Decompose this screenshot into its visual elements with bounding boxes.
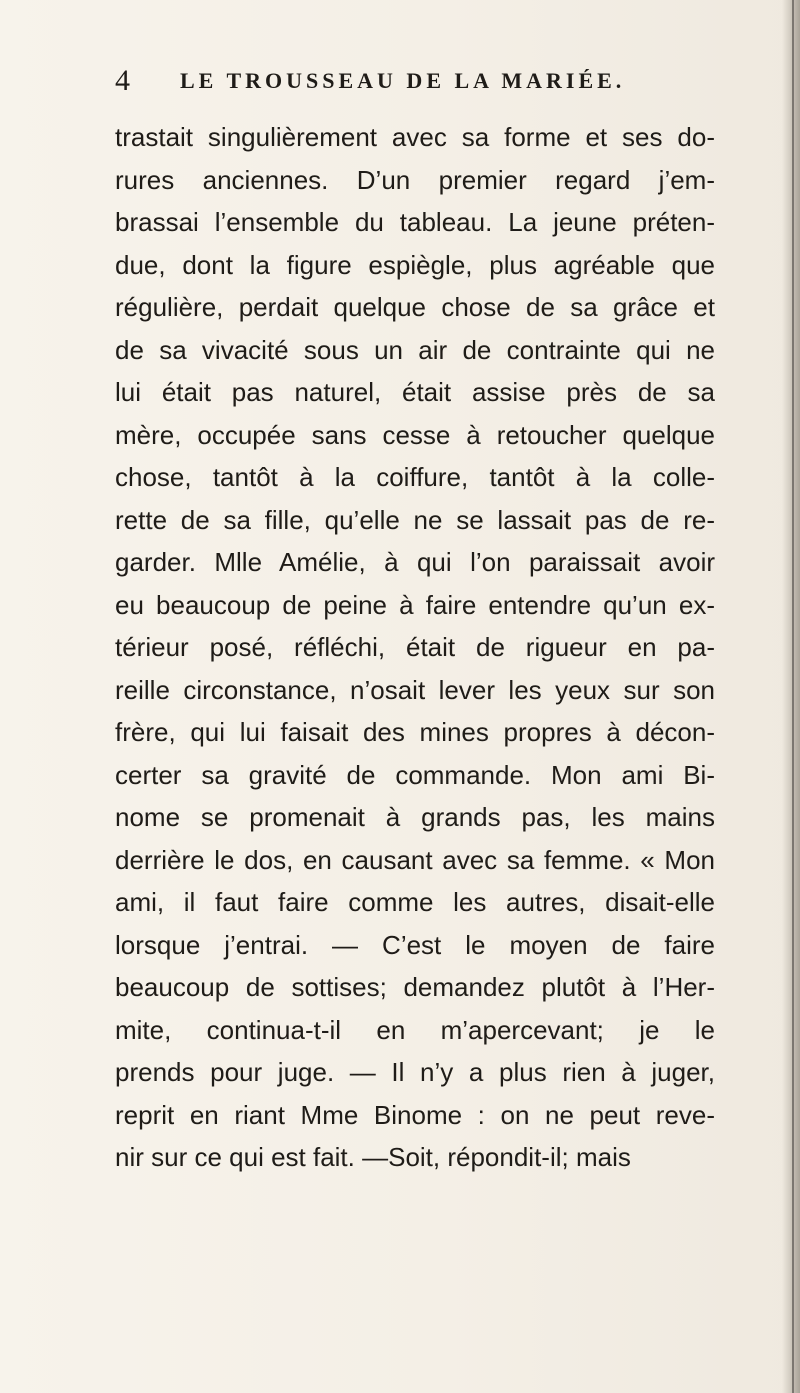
text-line: due, dont la figure espiègle, plus agréable que — [115, 249, 715, 280]
text-line: nome se promenait à grands pas, les mains — [115, 802, 715, 832]
text-line: nir sur ce qui est fait. —Soit, répondit-il; mais — [115, 1142, 631, 1172]
text-line: reprit en riant Mme Binome : on ne peut reve- — [115, 1099, 715, 1130]
text-line: mite, continua-t-il en m’apercevant; je le — [115, 1014, 715, 1045]
text-line: garder. Mlle Amélie, à qui l’on paraissait avoir — [115, 547, 715, 577]
text-line: chose, tantôt à la coiffure, tantôt à la colle- — [115, 462, 715, 492]
text-line: régulière, perdait quelque chose de sa grâce et — [115, 292, 715, 322]
text-line: prends pour juge. — Il n’y a plus rien à juger, — [115, 1057, 715, 1087]
page-number: 4 — [115, 64, 132, 97]
text-line: rette de sa fille, qu’elle ne se lassait pas de re- — [115, 504, 715, 535]
text-line: ami, il faut faire comme les autres, disait-elle — [115, 887, 715, 917]
text-line: brassai l’ensemble du tableau. La jeune préten- — [115, 207, 715, 237]
running-head: LE TROUSSEAU DE LA MARIÉE. — [180, 68, 626, 93]
text-line: eu beaucoup de peine à faire entendre qu’un ex- — [115, 589, 715, 620]
text-line: certer sa gravité de commande. Mon ami Bi- — [115, 759, 715, 790]
text-line: lorsque j’entrai. — C’est le moyen de faire — [115, 929, 715, 960]
page-edge — [782, 0, 800, 1393]
text-line: frère, qui lui faisait des mines propres à décon- — [115, 717, 715, 747]
body-text — [115, 116, 715, 1179]
text-line: lui était pas naturel, était assise près de sa — [115, 377, 715, 407]
text-line: de sa vivacité sous un air de contrainte qui ne — [115, 334, 715, 365]
text-line: mère, occupée sans cesse à retoucher quelque — [115, 419, 715, 450]
text-line: reille circonstance, n’osait lever les yeux sur son — [115, 674, 715, 705]
text-line: térieur posé, réfléchi, était de rigueur en pa- — [115, 632, 715, 662]
page-header — [115, 62, 695, 110]
text-line: trastait singulièrement avec sa forme et ses do- — [115, 122, 715, 152]
binding-line — [792, 0, 794, 1393]
text-line: rures anciennes. D’un premier regard j’em- — [115, 164, 715, 195]
text-line: derrière le dos, en causant avec sa femme. « Mon — [115, 844, 715, 875]
text-line: beaucoup de sottises; demandez plutôt à l’Her- — [115, 972, 715, 1002]
